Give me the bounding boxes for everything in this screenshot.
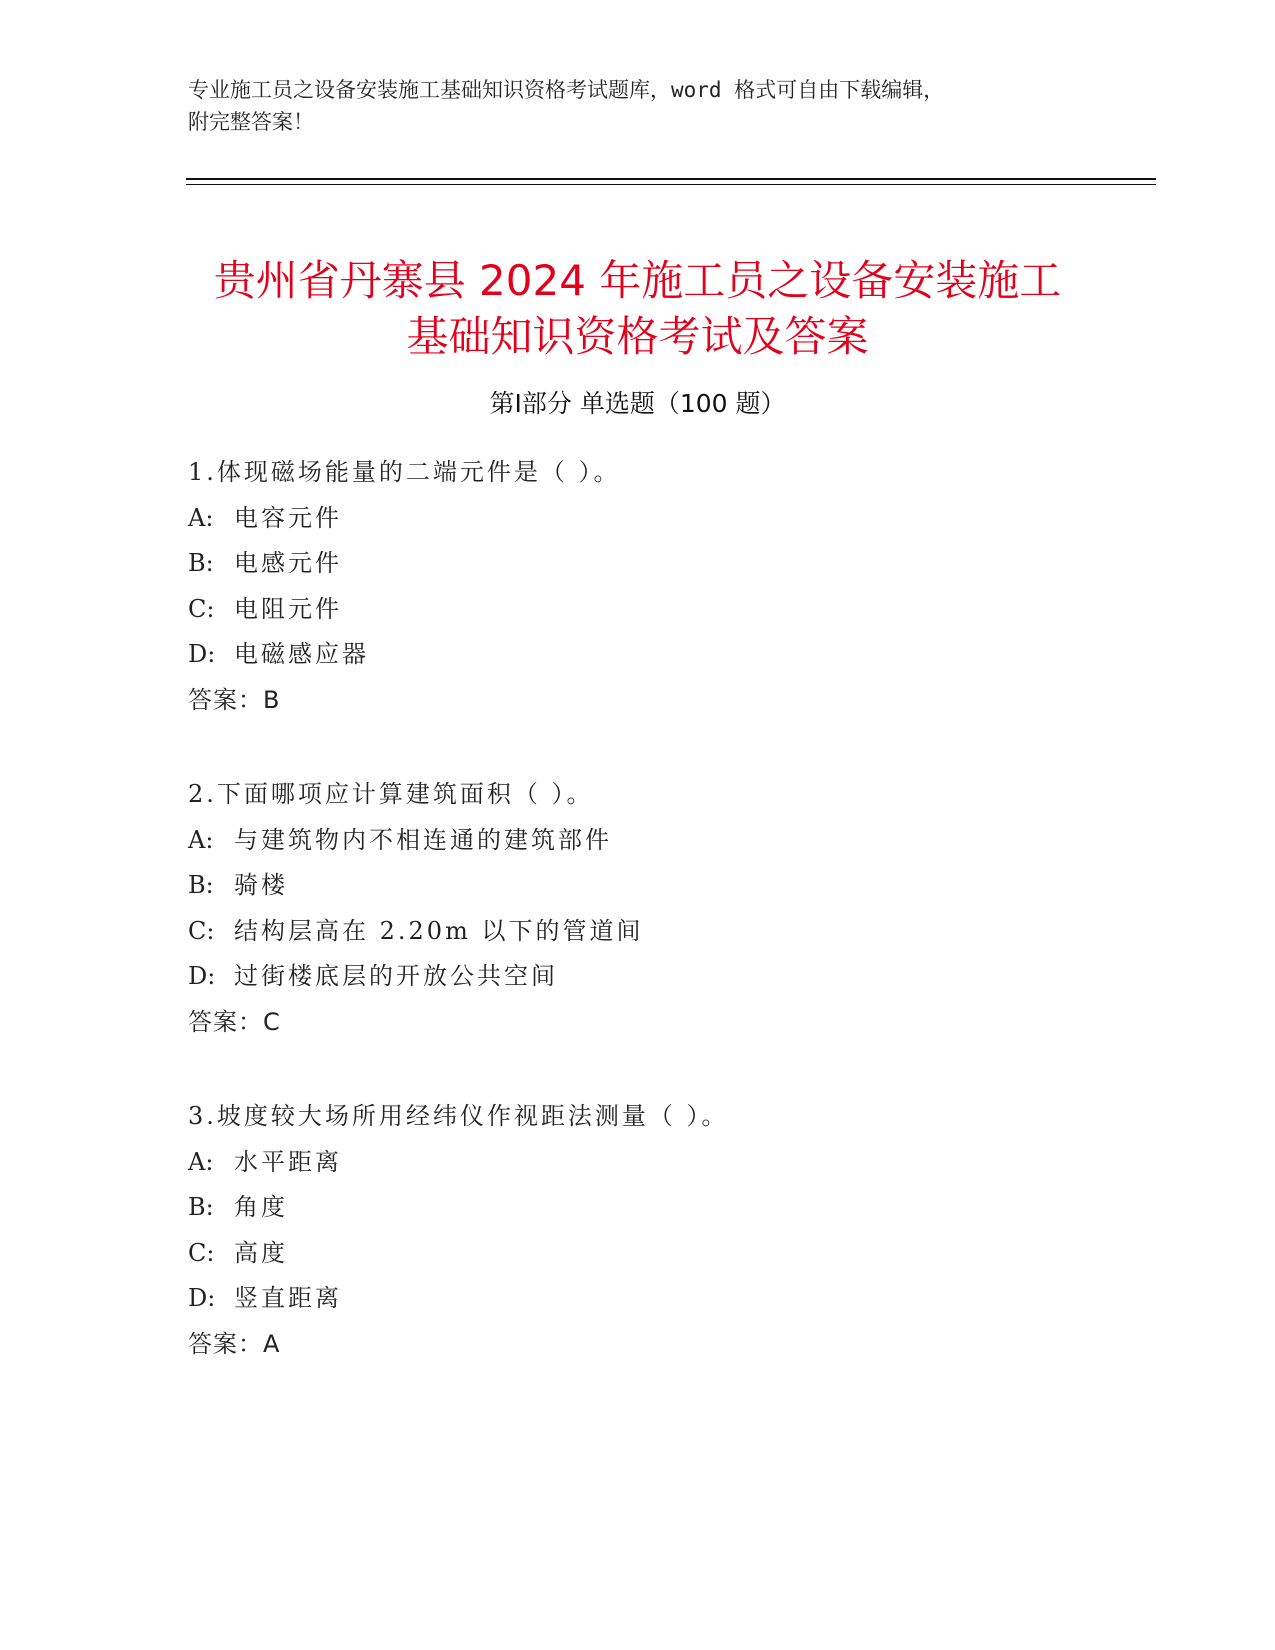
document-title — [150, 253, 1125, 365]
option-text: 过街楼底层的开放公共空间 — [234, 962, 558, 990]
header-divider-thick — [186, 178, 1156, 180]
document-title-line-1: 贵州省丹寨县 2024 年施工员之设备安装施工 — [213, 256, 1062, 306]
question-2 — [188, 772, 1188, 1045]
option-key: D: — [188, 1284, 216, 1312]
option-key: A: — [188, 1147, 214, 1176]
answer: 答案：B — [188, 685, 281, 714]
question-stem: 1.体现磁场能量的二端元件是（ ）。 — [188, 458, 621, 486]
option-text: 高度 — [234, 1238, 288, 1267]
option-text: 角度 — [234, 1193, 288, 1221]
question-stem: 2.下面哪项应计算建筑面积（ ）。 — [188, 780, 594, 808]
option-a — [188, 496, 1188, 542]
option-key: C: — [188, 594, 215, 623]
option-a — [188, 818, 1188, 864]
option-key: C: — [188, 916, 215, 945]
option-text: 竖直距离 — [234, 1284, 342, 1312]
section-heading: 第Ⅰ部分 单选题（100 题） — [489, 389, 786, 418]
option-a — [188, 1140, 1188, 1186]
option-text: 与建筑物内不相连通的建筑部件 — [234, 825, 612, 854]
option-text: 结构层高在 2.20m 以下的管道间 — [234, 916, 644, 945]
option-b — [188, 863, 1188, 909]
answer: 答案：C — [188, 1007, 281, 1036]
question-3 — [188, 1094, 1188, 1367]
option-text: 电磁感应器 — [234, 640, 369, 668]
option-text: 骑楼 — [234, 871, 288, 899]
option-c — [188, 587, 1188, 633]
header-note-line-1: 专业施工员之设备安装施工基础知识资格考试题库，word 格式可自由下载编辑， — [188, 78, 945, 102]
option-text: 电容元件 — [234, 503, 342, 532]
answer: 答案：A — [188, 1329, 281, 1358]
option-c — [188, 1231, 1188, 1277]
option-key: B: — [188, 549, 214, 577]
question-stem: 3.坡度较大场所用经纬仪作视距法测量（ ）。 — [188, 1102, 729, 1130]
option-b — [188, 1185, 1188, 1231]
option-b — [188, 541, 1188, 587]
option-text: 电阻元件 — [234, 594, 342, 623]
header-note — [188, 74, 1088, 138]
option-d — [188, 954, 1188, 1000]
header-divider-thin — [186, 184, 1156, 185]
document-title-line-2: 基础知识资格考试及答案 — [406, 312, 869, 362]
option-text: 水平距离 — [234, 1147, 342, 1176]
option-key: D: — [188, 640, 216, 668]
option-key: B: — [188, 871, 214, 899]
question-1 — [188, 450, 1188, 723]
option-d — [188, 632, 1188, 678]
option-d — [188, 1276, 1188, 1322]
option-key: A: — [188, 503, 214, 532]
option-c — [188, 909, 1188, 955]
option-key: A: — [188, 825, 214, 854]
option-text: 电感元件 — [234, 549, 342, 577]
option-key: B: — [188, 1193, 214, 1221]
option-key: D: — [188, 962, 216, 990]
option-key: C: — [188, 1238, 215, 1267]
header-note-line-2: 附完整答案！ — [188, 110, 314, 134]
